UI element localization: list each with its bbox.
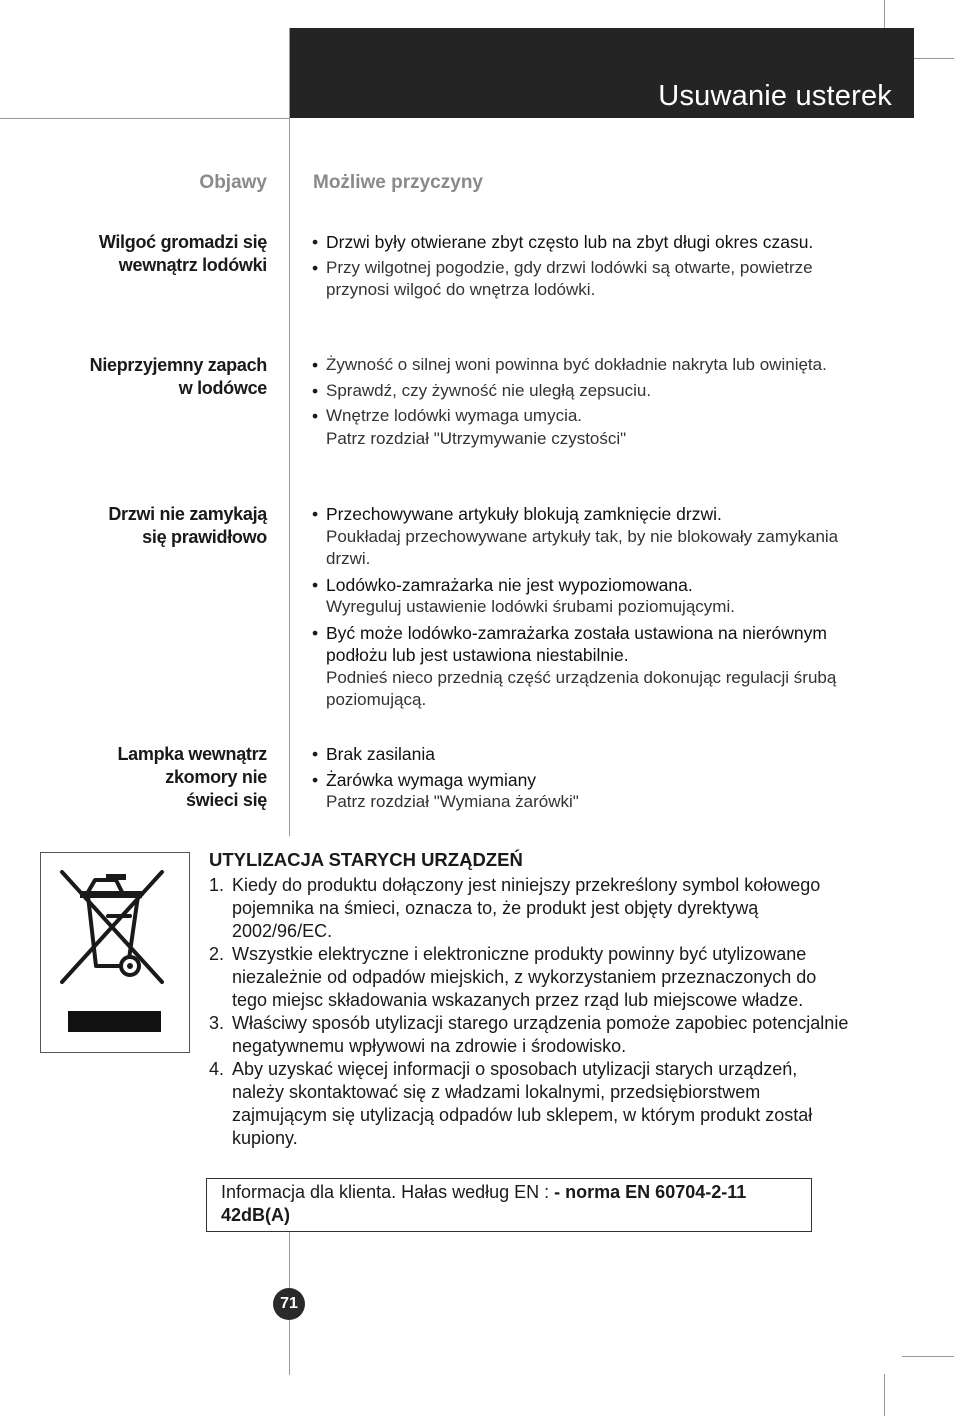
- column-heading-symptoms: Objawy: [199, 172, 267, 193]
- symptom-line: Lampka wewnątrz: [117, 744, 267, 764]
- cause-text: • Przy wilgotnej pogodzie, gdy drzwi lodówki są otwarte, powietrze przynosi wilgoć do wnętrza lodówki.: [326, 257, 813, 299]
- item-number: 1.: [209, 875, 225, 895]
- header-rule-left: [0, 118, 290, 119]
- causes-list-lamp: [312, 743, 872, 817]
- causes-list-moisture: [312, 231, 872, 305]
- list-item: [312, 257, 872, 302]
- symptom-line: się prawidłowo: [142, 527, 267, 547]
- symptom-line: Drzwi nie zamykają: [108, 504, 267, 524]
- cause-note: Wyreguluj ustawienie lodówki śrubami poziomującymi.: [326, 597, 735, 616]
- list-item: [312, 622, 872, 712]
- cause-text: • Drzwi były otwierane zbyt często lub na zbyt długi okres czasu.: [326, 232, 814, 252]
- margin-line-right-bottom: [902, 1356, 954, 1357]
- item-text: Wszystkie elektryczne i elektroniczne produkty powinny być utylizowane niezależnie od odpadów miejskich, z wykorzystaniem przeznaczonych do tego miejsc składowania wskazanych przez rząd lub miejscowe władze.: [232, 944, 817, 1010]
- item-number: 2.: [209, 944, 225, 964]
- symptom-line: Nieprzyjemny zapach: [89, 355, 267, 375]
- info-text: Informacja dla klienta. Hałas według EN :: [221, 1182, 555, 1202]
- list-item: [312, 231, 872, 254]
- margin-line-right-top: [914, 58, 954, 59]
- page-number: 71: [273, 1288, 305, 1320]
- item-text: Kiedy do produktu dołączony jest niniejszy przekreślony symbol kołowego pojemnika na śmieci, oznacza to, że produkt jest objęty dyrektywą 2002/96/EC.: [232, 875, 821, 941]
- symptom-line: wewnątrz lodówki: [118, 255, 267, 275]
- list-item: [312, 354, 872, 377]
- item-number: 4.: [209, 1059, 225, 1079]
- list-item: [209, 943, 849, 1012]
- item-text: Właściwy sposób utylizacji starego urządzenia pomoże zapobiec potencjalnie negatywnemu wpływowi na zdrowie i środowisko.: [232, 1013, 849, 1056]
- cause-text: • Sprawdź, czy żywność nie uległą zepsuciu.: [326, 380, 652, 400]
- weee-black-bar: [68, 1011, 161, 1032]
- symptom-odor: [30, 354, 267, 400]
- list-item: [312, 503, 872, 571]
- page-title: Usuwanie usterek: [658, 80, 892, 112]
- cause-text: • Przechowywane artykuły blokują zamknięcie drzwi.: [326, 504, 722, 524]
- list-item: [209, 1012, 849, 1058]
- list-item: [312, 574, 872, 619]
- cause-text: • Żarówka wymaga wymiany: [326, 769, 537, 790]
- cause-text: • Być może lodówko-zamrażarka została ustawiona na nierównym podłożu lub jest ustawiona niestabilnie.: [326, 622, 827, 665]
- column-heading-causes: Możliwe przyczyny: [313, 172, 483, 193]
- symptom-moisture: [30, 231, 267, 277]
- symptom-line: zkomory nie: [165, 767, 267, 787]
- symptom-line: świeci się: [185, 790, 267, 810]
- customer-info-box: [206, 1178, 812, 1232]
- disposal-title: UTYLIZACJA STARYCH URZĄDZEŃ: [209, 849, 523, 870]
- cause-note: Poukładaj przechowywane artykuły tak, by nie blokowały zamykania drzwi.: [326, 526, 839, 568]
- cause-text: • Wnętrze lodówki wymaga umycia.: [326, 406, 583, 425]
- info-noise-level: 42dB(A): [221, 1205, 291, 1225]
- list-item: [209, 1058, 849, 1150]
- list-item: [312, 743, 872, 766]
- cause-text: • Brak zasilania: [326, 744, 435, 764]
- divider-vertical-main: [289, 28, 290, 836]
- cause-note: Patrz rozdział "Wymiana żarówki": [326, 792, 579, 811]
- info-standard: - norma EN 60704-2-11: [554, 1182, 747, 1202]
- symptom-lamp: [30, 743, 267, 812]
- crossed-out-wheelie-bin-icon: [58, 866, 170, 986]
- cause-text: • Żywność o silnej woni powinna być dokładnie nakryta lub owinięta.: [326, 355, 827, 374]
- cause-note: Podnieś nieco przednią część urządzenia dokonując regulacji śrubą poziomującą.: [326, 667, 837, 709]
- list-item: [312, 405, 872, 450]
- cause-note: Patrz rozdział "Utrzymywanie czystości": [326, 428, 627, 448]
- symptom-line: w lodówce: [178, 378, 267, 398]
- list-item: [312, 380, 872, 403]
- margin-line-bottom-right: [884, 1374, 885, 1416]
- list-item: [312, 769, 872, 814]
- margin-line-top-right: [884, 0, 885, 28]
- causes-list-door: [312, 503, 872, 715]
- symptom-line: Wilgoć gromadzi się: [98, 232, 267, 252]
- item-text: Aby uzyskać więcej informacji o sposobach utylizacji starych urządzeń, należy skontaktować się z władzami lokalnymi, przedsiębiorstwem zajmującym się utylizacją odpadów lub sklepem, w którym produkt został kupiony.: [232, 1059, 813, 1148]
- symptom-door: [30, 503, 267, 549]
- list-item: [209, 874, 849, 943]
- causes-list-odor: [312, 354, 872, 453]
- item-number: 3.: [209, 1013, 225, 1033]
- cause-text: • Lodówko-zamrażarka nie jest wypoziomowana.: [326, 574, 693, 595]
- disposal-list: [209, 874, 849, 1150]
